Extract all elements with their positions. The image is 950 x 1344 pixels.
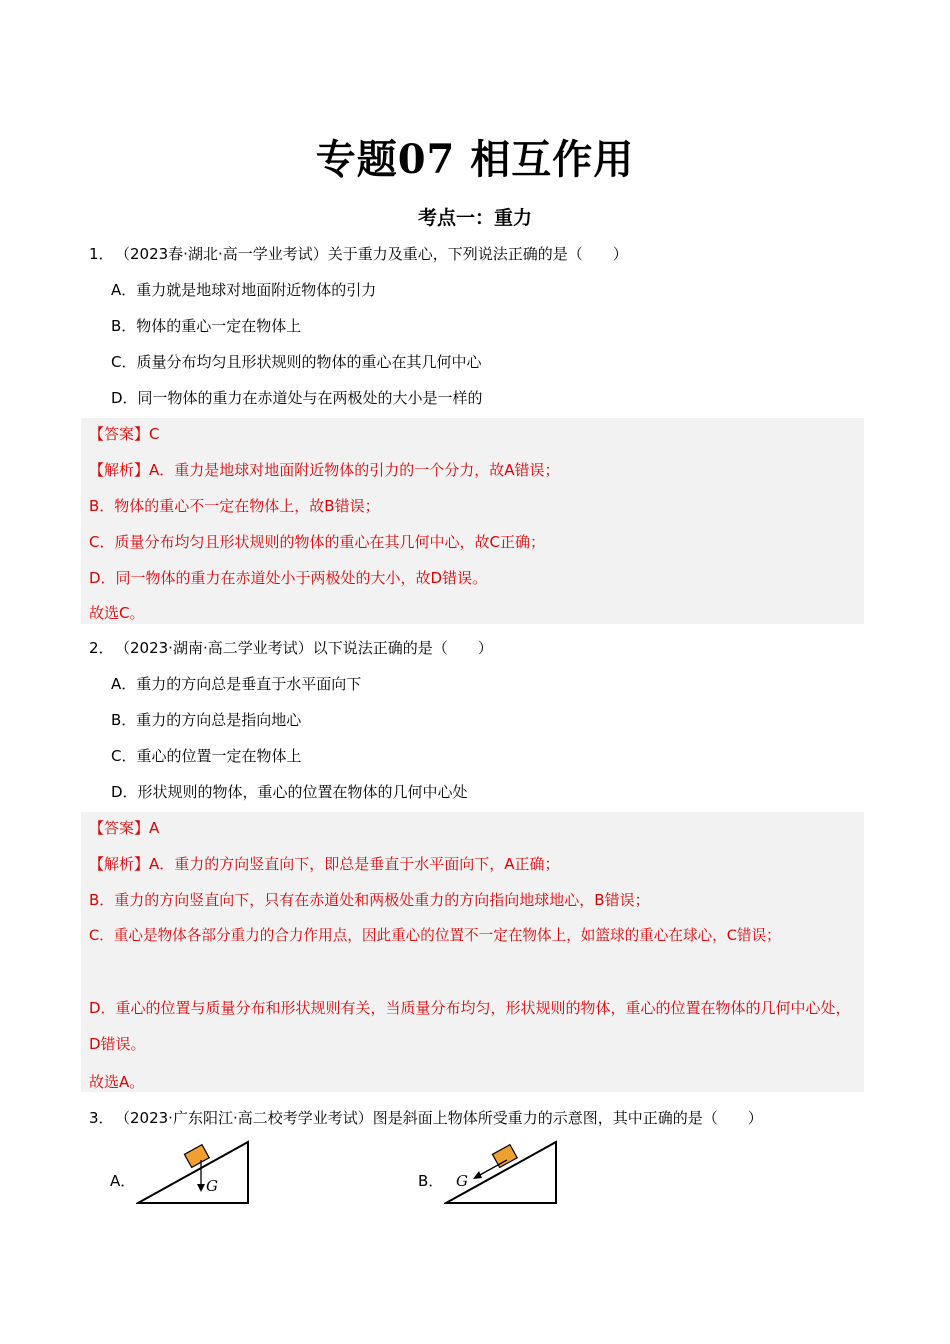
question-1-analysis-b: B．物体的重心不一定在物体上，故B错误； [89,497,380,515]
question-2-answer: 【答案】A [89,819,160,837]
gravity-arrow-icon [478,1160,507,1176]
question-1-analysis-a: 【解析】A．重力是地球对地面附近物体的引力的一个分力，故A错误； [89,461,560,479]
question-2-option-a: A．重力的方向总是垂直于水平面向下 [111,675,362,693]
question-3-option-a-label: A． [110,1172,136,1190]
question-3-option-b-label: B． [418,1172,444,1190]
question-2-option-b: B．重力的方向总是指向地心 [111,711,302,729]
question-1-option-c: C．质量分布均匀且形状规则的物体的重心在其几何中心 [111,353,482,371]
question-number: 1． [89,245,114,263]
question-1-answer: 【答案】C [89,425,160,443]
gravity-label: G [456,1172,468,1190]
question-1-option-d: D．同一物体的重力在赤道处与在两极处的大小是一样的 [111,389,483,407]
block-icon [492,1145,517,1168]
question-2-analysis-c: C．重心是物体各部分重力的合力作用点，因此重心的位置不一定在物体上，如篮球的重心在球心，C错误； [89,927,781,944]
question-2-analysis-b: B．重力的方向竖直向下，只有在赤道处和两极处重力的方向指向地球地心，B错误； [89,891,650,909]
question-1-analysis-d: D．同一物体的重力在赤道处小于两极处的大小，故D错误。 [89,569,488,587]
question-1-conclusion: 故选C。 [89,604,145,622]
question-2-option-c: C．重心的位置一定在物体上 [111,747,302,765]
question-1-option-b: B．物体的重心一定在物体上 [111,317,302,335]
question-1-analysis-c: C．质量分布均匀且形状规则的物体的重心在其几何中心，故C正确； [89,533,545,551]
figure-incline-b [444,1140,560,1206]
section-title: 考点一：重力 [417,207,532,229]
question-3-stem: 3．（2023·广东阳江·高二校考学业考试）图是斜面上物体所受重力的示意图，其中正确的是（ ） [89,1109,763,1127]
question-2-analysis-a: 【解析】A．重力的方向竖直向下，即总是垂直于水平面向下，A正确； [89,855,560,873]
gravity-label: G [206,1177,218,1195]
question-1-answer-box [81,418,864,624]
question-2-analysis-d: D．重心的位置与质量分布和形状规则有关，当质量分布均匀，形状规则的物体，重心的位置在物体的几何中心处，D错误。 [89,999,851,1053]
block-icon [184,1145,209,1168]
question-1-option-a: A．重力就是地球对地面附近物体的引力 [111,281,377,299]
question-2-option-d: D．形状规则的物体，重心的位置在物体的几何中心处 [111,783,468,801]
page-title: 专题07 相互作用 [315,136,635,183]
question-1-stem: 1．（2023春·湖北·高一学业考试）关于重力及重心，下列说法正确的是（ ） [89,245,628,263]
question-number: 2． [89,639,114,657]
question-2-stem: 2．（2023·湖南·高二学业考试）以下说法正确的是（ ） [89,639,493,657]
question-2-conclusion: 故选A。 [89,1073,145,1091]
question-number: 3． [89,1109,114,1127]
figure-incline-a [136,1140,252,1206]
